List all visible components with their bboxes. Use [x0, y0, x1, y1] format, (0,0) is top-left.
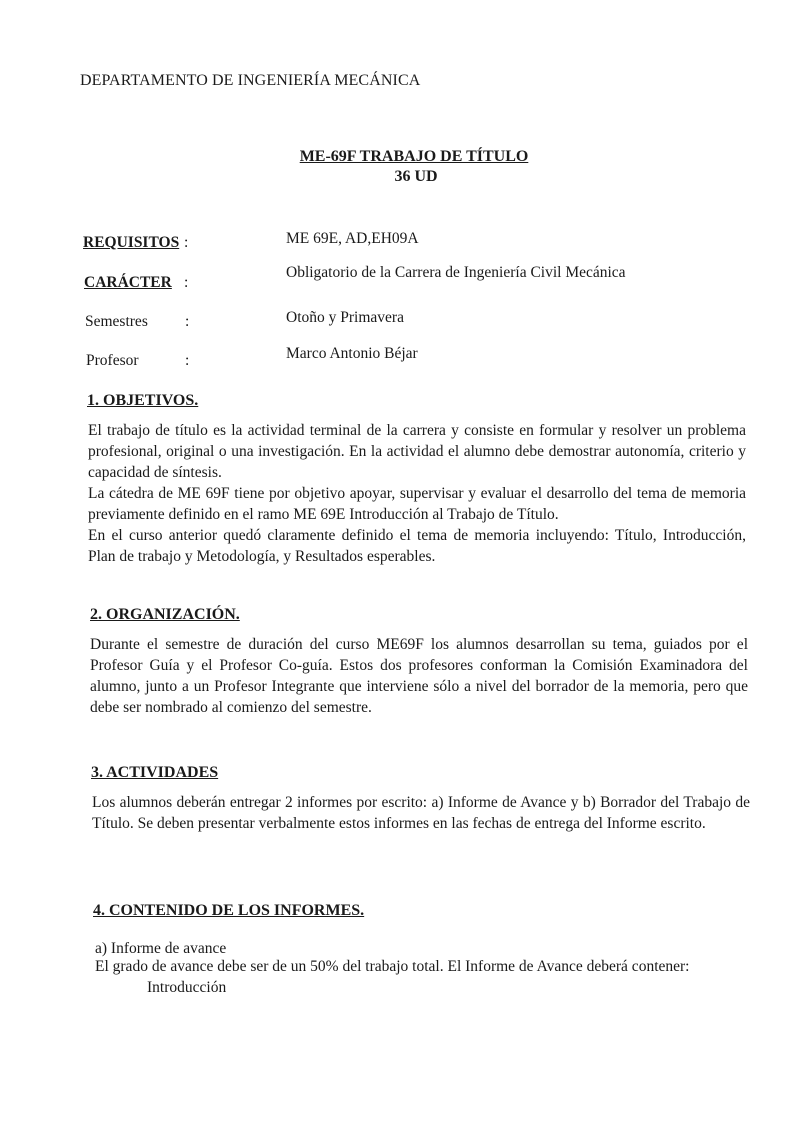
info-label-requisitos: REQUISITOS	[83, 234, 180, 251]
info-colon: :	[185, 352, 190, 369]
info-colon: :	[184, 274, 189, 291]
subsection-label: a) Informe de avance	[95, 940, 227, 957]
section-heading-organizacion: 2. ORGANIZACIÓN.	[90, 606, 240, 623]
paragraph: El grado de avance debe ser de un 50% del trabajo total. El Informe de Avance deberá contener:	[95, 958, 690, 975]
info-label-caracter: CARÁCTER	[84, 274, 172, 291]
paragraph: Durante el semestre de duración del curso ME69F los alumnos desarrollan su tema, guiados por el Profesor Guía y el Profesor Co-guía. Estos dos profesores conforman la Comisión Examinadora del alumno, junto a un Profesor Integrante que interviene sólo a nivel del borrador de la memoria, pero que debe ser nombrado al comienzo del semestre.	[90, 636, 748, 716]
info-value-caracter: Obligatorio de la Carrera de Ingeniería Civil Mecánica	[286, 264, 626, 281]
course-title: ME-69F TRABAJO DE TÍTULO	[299, 148, 529, 165]
course-units: 36 UD	[394, 168, 438, 185]
section-body-actividades	[92, 792, 750, 834]
info-value-semestres: Otoño y Primavera	[286, 309, 404, 326]
paragraph: La cátedra de ME 69F tiene por objetivo apoyar, supervisar y evaluar el desarrollo del tema de memoria previamente definido en el ramo ME 69E Introducción al Trabajo de Título.	[88, 485, 746, 523]
department-header: DEPARTAMENTO DE INGENIERÍA MECÁNICA	[80, 72, 421, 89]
info-label-profesor: Profesor	[86, 352, 139, 369]
paragraph: El trabajo de título es la actividad terminal de la carrera y consiste en formular y resolver un problema profesional, original o una investigación. En la actividad el alumno debe demostrar autonomía, criterio y capacidad de síntesis.	[88, 422, 746, 481]
list-item: Introducción	[147, 979, 227, 996]
section-body-organizacion	[90, 634, 748, 718]
section-body-objetivos	[88, 420, 746, 567]
paragraph: Los alumnos deberán entregar 2 informes por escrito: a) Informe de Avance y b) Borrador del Trabajo de Título. Se deben presentar verbalmente estos informes en las fechas de entrega del Informe escrito.	[92, 794, 750, 832]
paragraph: En el curso anterior quedó claramente definido el tema de memoria incluyendo: Título, Introducción, Plan de trabajo y Metodología, y Resultados esperables.	[88, 527, 746, 565]
info-value-requisitos: ME 69E, AD,EH09A	[286, 230, 419, 247]
info-value-profesor: Marco Antonio Béjar	[286, 345, 418, 362]
section-heading-objetivos: 1. OBJETIVOS.	[87, 392, 199, 409]
info-label-semestres: Semestres	[85, 313, 148, 330]
section-heading-contenido: 4. CONTENIDO DE LOS INFORMES.	[93, 902, 365, 919]
section-heading-actividades: 3. ACTIVIDADES	[91, 764, 219, 781]
info-colon: :	[184, 234, 189, 251]
info-colon: :	[185, 313, 190, 330]
